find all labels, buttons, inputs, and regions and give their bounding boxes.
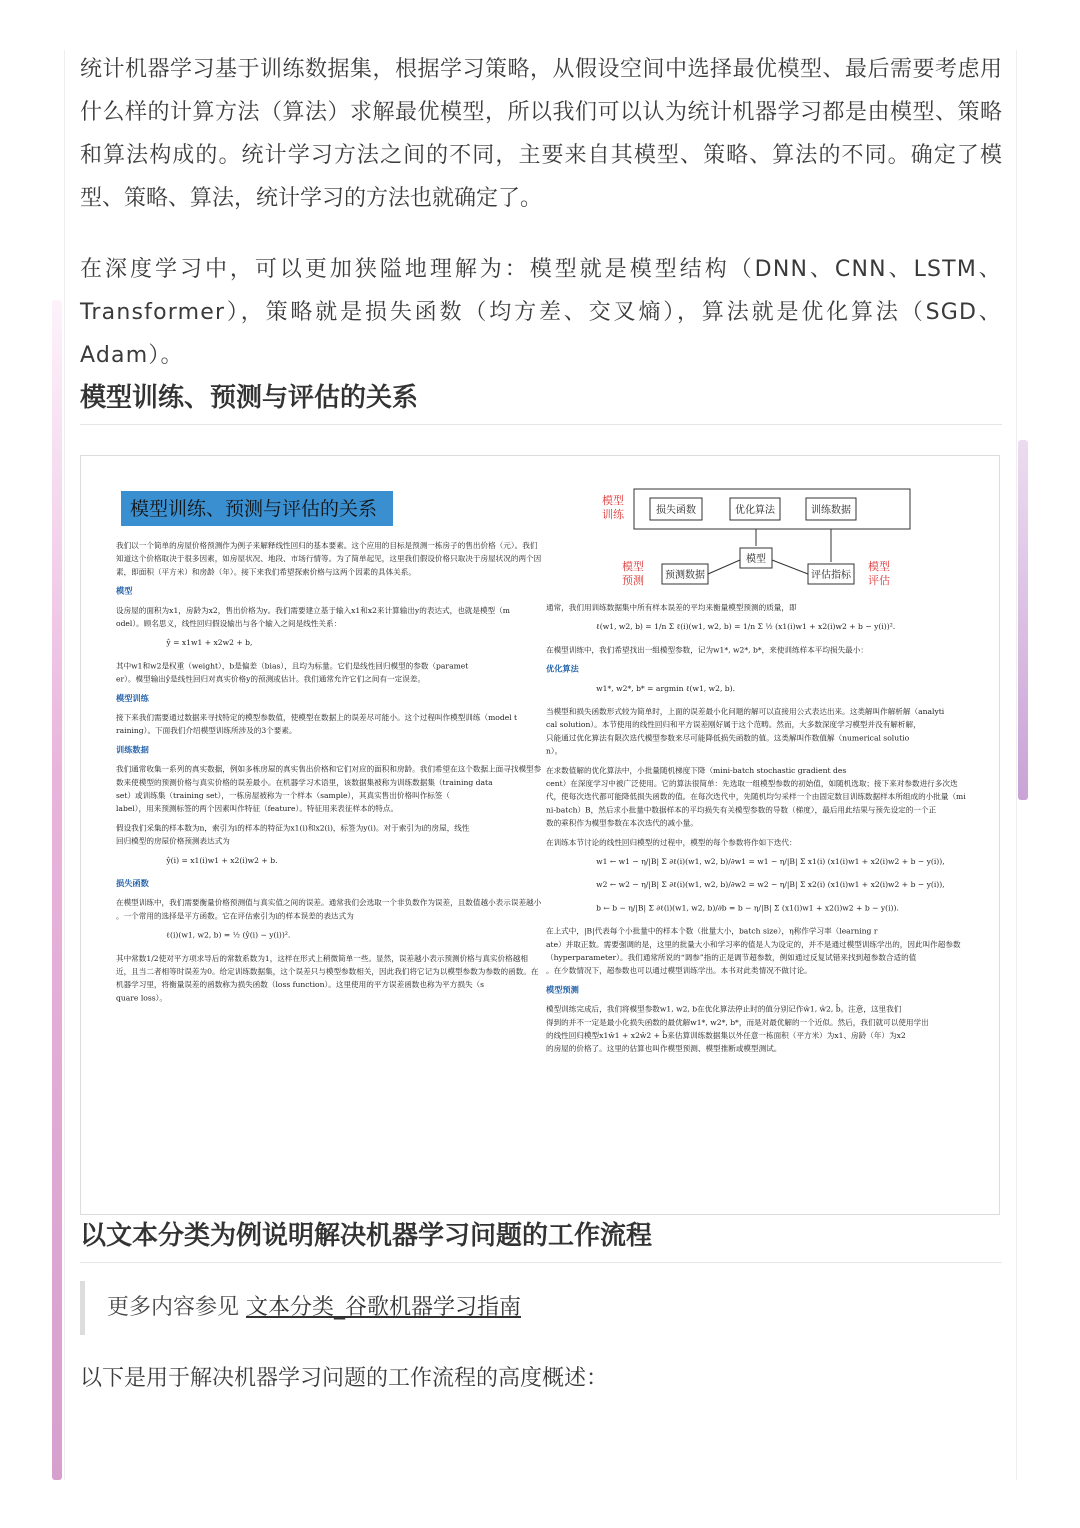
workflow-diagram <box>602 489 910 587</box>
left-col-line: 知道这个价格取决于很多因素，如房屋状况、地段、市场行情等。为了简单起见，这里我们假设价格只取决于房屋状况的两个因 <box>116 554 542 564</box>
left-col-line: ℓ(i)(w1, w2, b) = ½ (ŷ(i) − y(i))². <box>166 930 291 940</box>
left-accent-bar <box>52 300 62 1480</box>
diagram-label-predict: 模型 <box>622 560 644 573</box>
right-col-line: 在训练本节讨论的线性回归模型的过程中，模型的每个参数将作如下迭代： <box>546 837 797 847</box>
left-col-line: 。一个常用的选择是平方函数。它在评估索引为i的样本误差的表达式为 <box>116 911 354 921</box>
left-col-line: er）。模型输出ŷ是线性回归对真实价格y的预测或估计。我们通常允许它们之间有一定误差。 <box>116 674 426 684</box>
section-heading-relationship: 模型训练、预测与评估的关系 <box>80 377 1002 425</box>
intro-paragraph-2: 在深度学习中，可以更加狭隘地理解为：模型就是模型结构（DNN、CNN、LSTM、Transformer），策略就是损失函数（均方差、交叉熵），算法就是优化算法（SGD、Adam）。 <box>80 257 1002 368</box>
right-col-line: 只能通过优化算法有限次迭代模型参数来尽可能降低损失函数的值。这类解叫作数值解（numerical solutio <box>546 733 910 743</box>
right-col-line: 模型预测 <box>546 984 579 995</box>
diagram-arrow-pred-model <box>708 560 740 574</box>
right-col-line: 模型训练完成后，我们将模型参数w1, w2, b在优化算法停止时的值分别记作ŵ1, ŵ2, b̂。注意，这里我们 <box>546 1004 902 1014</box>
workflow-intro-paragraph: 以下是用于解决机器学习问题的工作流程的高度概述： <box>80 1366 609 1391</box>
left-col-line: 数来使模型的预测价格与真实价格的误差最小。在机器学习术语里，该数据集被称为训练数据集（training data <box>116 777 493 787</box>
diagram-box-predict-data-text: 预测数据 <box>665 570 705 581</box>
left-col-line: raining）。下面我们介绍模型训练所涉及的3个要素。 <box>116 726 297 736</box>
diagram-box-model-text: 模型 <box>746 554 766 565</box>
left-col-line: odel）。顾名思义，线性回归假设输出与各个输入之间是线性关系： <box>116 619 342 628</box>
left-col-line: 设房屋的面积为x1，房龄为x2，售出价格为y。我们需要建立基于输入x1和x2来计算输出y的表达式，也就是模型（m <box>116 605 510 615</box>
right-col-line: w2 ← w2 − η/|B| Σ ∂ℓ(i)(w1, w2, b)/∂w2 = w2 − η/|B| Σ x2(i) (x1(i)w1 + x2(i)w2 + b − y(i)), <box>596 880 945 890</box>
left-col-line: 我们通常收集一系列的真实数据，例如多栋房屋的真实售出价格和它们对应的面积和房龄。我们希望在这个数据上面寻找模型参 <box>116 764 542 774</box>
left-col-line: 训练数据 <box>116 744 149 755</box>
left-col-line: 机器学习里，将衡量误差的函数称为损失函数（loss function）。这里使用的平方误差函数也称为平方损失（s <box>116 980 485 990</box>
right-col-line: ate）并取正数。需要强调的是，这里的批量大小和学习率的值是人为设定的，并不是通过模型训练学出的，因此叫作超参数 <box>546 939 961 949</box>
image-right-column <box>545 602 966 1053</box>
article-content <box>80 48 1002 1414</box>
left-col-line: 其中常数1/2使对平方项求导后的常数系数为1，这样在形式上稍微简单一些。显然，误差越小表示预测价格与真实价格越相 <box>116 953 528 963</box>
diagram-label-train: 模型 <box>602 494 624 507</box>
right-col-line: 代，使每次迭代都可能降低损失函数的值。在每次迭代中，先随机均匀采样一个由固定数目训练数据样本所组成的小批量（mi <box>546 792 966 802</box>
right-col-line: ni-batch）B，然后求小批量中数据样本的平均损失有关模型参数的导数（梯度），最后用此结果与预先设定的一个正 <box>546 805 937 815</box>
left-col-line: 假设我们采集的样本数为n，索引为i的样本的特征为x1(i)和x2(i)，标签为y(i)。对于索引为i的房屋，线性 <box>116 823 470 833</box>
image-title-text: 模型训练、预测与评估的关系 <box>130 498 378 520</box>
right-col-line: cent）在深度学习中被广泛使用。它的算法很简单：先选取一组模型参数的初始值，如随机选取；接下来对参数进行多次迭 <box>546 779 958 788</box>
diagram-label-eval: 模型 <box>868 560 890 573</box>
right-col-line: n）。 <box>546 746 563 756</box>
quote-prefix: 更多内容参见 <box>107 1295 246 1320</box>
right-col-line: 优化算法 <box>546 663 579 674</box>
right-accent-bar <box>1018 440 1028 800</box>
left-col-line: 素，即面积（平方米）和房龄（年）。接下来我们希望探索价格与这两个因素的具体关系。 <box>116 567 416 577</box>
left-col-line: quare loss）。 <box>116 993 167 1003</box>
right-col-line: 在上式中，|B|代表每个小批量中的样本个数（批量大小，batch size），η称作学习率（learning r <box>546 926 878 936</box>
right-col-line: 通常，我们用训练数据集中所有样本误差的平均来衡量模型预测的质量，即 <box>546 603 797 612</box>
right-frame-line <box>1016 50 1017 1480</box>
diagram-label-predict-2: 预测 <box>622 574 644 587</box>
right-col-line: 在模型训练中，我们希望找出一组模型参数，记为w1*, w2*, b*，来使训练样本平均损失最小： <box>546 645 868 655</box>
left-col-line: 损失函数 <box>116 878 149 888</box>
diagram-arrow-model-metric <box>772 560 808 574</box>
image-left-column <box>116 540 542 1002</box>
left-col-line: 接下来我们需要通过数据来寻找特定的模型参数值，使模型在数据上的误差尽可能小。这个过程叫作模型训练（model t <box>116 713 518 722</box>
section-heading-workflow: 以文本分类为例说明解决机器学习问题的工作流程 <box>80 1215 1002 1263</box>
left-col-line: 在模型训练中，我们需要衡量价格预测值与真实值之间的误差。通常我们会选取一个非负数作为误差，且数值越小表示误差越小 <box>116 898 542 908</box>
left-col-line: set）或训练集（training set），一栋房屋被称为一个样本（sample），其真实售出价格叫作标签（ <box>116 791 450 800</box>
diagram-label-train-2: 训练 <box>602 508 624 521</box>
diagram-box-optimizer-text: 优化算法 <box>735 505 775 516</box>
scanned-page-svg <box>116 486 966 1186</box>
left-col-line: 模型 <box>116 585 133 596</box>
left-col-line: ŷ = x1w1 + x2w2 + b, <box>166 638 253 648</box>
right-col-line: ℓ(w1, w2, b) = 1/n Σ ℓ(i)(w1, w2, b) = 1/n Σ ½ (x1(i)w1 + x2(i)w2 + b − y(i))². <box>596 622 896 632</box>
reference-quote <box>80 1281 1002 1335</box>
right-col-line: b ← b − η/|B| Σ ∂ℓ(i)(w1, w2, b)/∂b = b − η/|B| Σ (x1(i)w1 + x2(i)w2 + b − y(i)). <box>596 903 899 913</box>
right-col-line: 在求数值解的优化算法中，小批量随机梯度下降（mini-batch stochastic gradient des <box>546 765 847 775</box>
left-frame-line <box>64 50 65 1480</box>
right-col-line: 数的乘积作为模型参数在本次迭代的减小量。 <box>546 818 698 828</box>
right-col-line: 的房屋的价格了。这里的估算也叫作模型预测、模型推断或模型测试。 <box>546 1044 782 1054</box>
right-col-line: 得到的并不一定是最小化损失函数的最优解w1*, w2*, b*，而是对最优解的一个近似。然后，我们就可以使用学出 <box>546 1017 929 1027</box>
right-col-line: 的线性回归模型x1ŵ1 + x2ŵ2 + b̂来估算训练数据集以外任意一栋面积（平方米）为x1、房龄（年）为x2 <box>546 1031 906 1040</box>
right-col-line: 。在少数情况下，超参数也可以通过模型训练学出。本书对此类情况不做讨论。 <box>546 966 812 976</box>
right-col-line: w1 ← w1 − η/|B| Σ ∂ℓ(i)(w1, w2, b)/∂w1 = w1 − η/|B| Σ x1(i) (x1(i)w1 + x2(i)w2 + b − y(i)), <box>596 857 945 866</box>
diagram-label-eval-2: 评估 <box>868 574 890 587</box>
left-col-line: 近，且当二者相等时误差为0。给定训练数据集，这个误差只与模型参数相关，因此我们将它记为以模型参数为参数的函数。在 <box>116 967 539 976</box>
left-col-line: 其中w1和w2是权重（weight），b是偏差（bias），且均为标量。它们是线性回归模型的参数（paramet <box>116 661 469 671</box>
right-col-line: cal solution）。本节使用的线性回归和平方误差刚好属于这个范畴。然而，大多数深度学习模型并没有解析解， <box>546 720 921 730</box>
right-col-line: w1*, w2*, b* = argmin ℓ(w1, w2, b). <box>596 683 736 693</box>
right-col-line: （hyperparameter）。我们通常所说的“调参”指的正是调节超参数，例如通过反复试错来找到超参数合适的值 <box>546 953 917 962</box>
right-col-line: 当模型和损失函数形式较为简单时，上面的误差最小化问题的解可以直接用公式表达出来。这类解叫作解析解（analyti <box>546 707 945 716</box>
left-col-line: 回归模型的房屋价格预测表达式为 <box>116 836 230 846</box>
diagram-box-loss-text: 损失函数 <box>656 505 696 516</box>
left-col-line: 模型训练 <box>116 692 149 703</box>
intro-paragraph-1: 统计机器学习基于训练数据集，根据学习策略，从假设空间中选择最优模型、最后需要考虑用什么样的计算方法（算法）求解最优模型，所以我们可以认为统计机器学习都是由模型、策略和算法构成的。统计学习方法之间的不同，主要来自其模型、策略、算法的不同。确定了模型、策略、算法，统计学习的方法也就确定了。 <box>80 57 1002 211</box>
scanned-page-image <box>80 455 1000 1215</box>
diagram-box-metric-text: 评估指标 <box>811 570 851 581</box>
text-classification-link[interactable]: 文本分类_谷歌机器学习指南 <box>246 1295 522 1320</box>
left-col-line: ŷ(i) = x1(i)w1 + x2(i)w2 + b. <box>166 855 278 865</box>
left-col-line: 我们以一个简单的房屋价格预测作为例子来解释线性回归的基本要素。这个应用的目标是预测一栋房子的售出价格（元）。我们 <box>116 541 538 550</box>
left-col-line: label），用来预测标签的两个因素叫作特征（feature）。特征用来表征样本的特点。 <box>116 804 399 814</box>
diagram-box-train-data-text: 训练数据 <box>811 505 851 516</box>
